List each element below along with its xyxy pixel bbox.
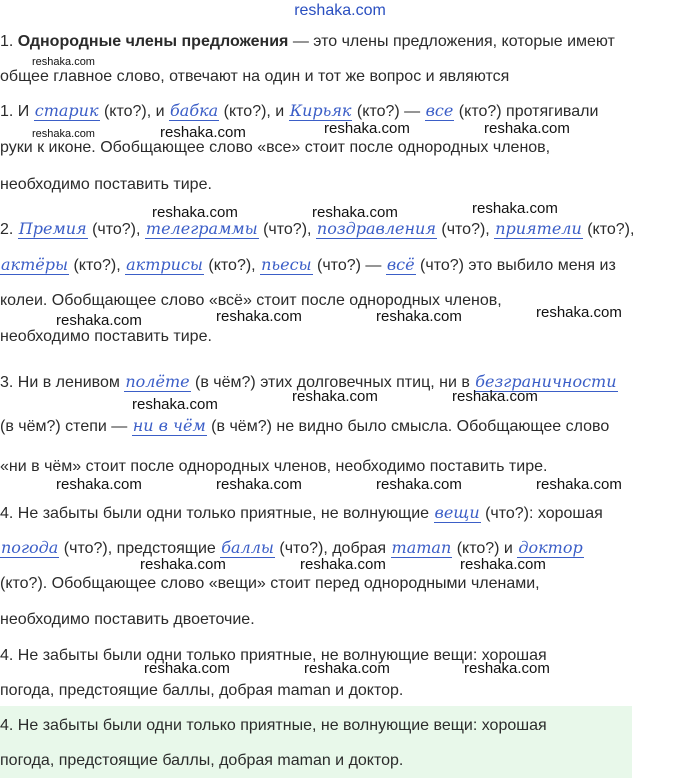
watermark: reshaka.com [460, 556, 546, 573]
watermark: reshaka.com [304, 660, 390, 677]
handwritten-word: приятели [495, 219, 582, 238]
watermark: reshaka.com [292, 388, 378, 405]
intro-line-2: общее главное слово, отвечают на один и тот же вопрос и являются [0, 68, 510, 85]
watermark: reshaka.com [484, 120, 570, 137]
watermark: reshaka.com [536, 304, 622, 321]
item1-line-3: необходимо поставить тире. [0, 176, 212, 193]
item2-line-2: актёры (кто?), актрисы (кто?), пьесы (что?) — всё (что?) это выбило меня из [1, 255, 616, 274]
intro-line-1: 1. Однородные члены предложения — это члены предложения, которые имеют [0, 33, 615, 50]
watermark: reshaka.com [472, 200, 558, 217]
answer2-line-1: 4. Не забыты были одни только приятные, не волнующие вещи: хорошая [0, 717, 547, 734]
handwritten-word: всё [386, 255, 415, 274]
site-header-link[interactable]: reshaka.com [294, 2, 386, 19]
handwritten-word: погода [1, 538, 59, 557]
handwritten-word: баллы [221, 538, 274, 557]
item4-line-2: погода (что?), предстоящие баллы (что?), добрая maman (кто?) и доктор [1, 538, 583, 557]
watermark: reshaka.com [324, 120, 410, 137]
answer2-line-2: погода, предстоящие баллы, добрая maman и доктор. [0, 752, 404, 769]
watermark: reshaka.com [132, 396, 218, 413]
item3-line-2: (в чём?) степи — ни в чём (в чём?) не видно было смысла. Обобщающее слово [0, 416, 610, 435]
watermark: reshaka.com [376, 308, 462, 325]
watermark: reshaka.com [312, 204, 398, 221]
handwritten-word: все [425, 101, 454, 120]
watermark: reshaka.com [216, 308, 302, 325]
item3-line-1: 3. Ни в ленивом полёте (в чём?) этих долговечных птиц, ни в безграничности [0, 372, 617, 391]
handwritten-word: maman [391, 538, 452, 557]
handwritten-word: пьесы [261, 255, 312, 274]
watermark: reshaka.com [144, 660, 230, 677]
watermark: reshaka.com [376, 476, 462, 493]
watermark: reshaka.com [464, 660, 550, 677]
watermark: reshaka.com [56, 476, 142, 493]
handwritten-word: бабка [170, 101, 219, 120]
handwritten-word: актрисы [126, 255, 203, 274]
handwritten-word: актёры [1, 255, 69, 274]
item1-line-2: руки к иконе. Обобщающее слово «все» стоит после однородных членов, [0, 139, 551, 156]
item4-line-3: (кто?). Обобщающее слово «вещи» стоит перед однородными членами, [0, 575, 540, 592]
item4-line-1: 4. Не забыты были одни только приятные, не волнующие вещи (что?): хорошая [0, 503, 603, 522]
watermark: reshaka.com [452, 388, 538, 405]
watermark: reshaka.com [160, 124, 246, 141]
handwritten-word: Премия [18, 219, 87, 238]
watermark: reshaka.com [32, 56, 95, 68]
watermark: reshaka.com [56, 312, 142, 329]
item2-line-4: необходимо поставить тире. [0, 328, 212, 345]
handwritten-word: вещи [434, 503, 480, 522]
item3-line-3: «ни в чём» стоит после однородных членов, необходимо поставить тире. [0, 458, 548, 475]
watermark: reshaka.com [216, 476, 302, 493]
item4-line-4: необходимо поставить двоеточие. [0, 611, 255, 628]
handwritten-word: безграничности [475, 372, 617, 391]
handwritten-word: Кирьяк [289, 101, 352, 120]
watermark: reshaka.com [32, 128, 95, 140]
item1-line-1: 1. И старик (кто?), и бабка (кто?), и Кирьяк (кто?) — все (кто?) протягивали [0, 101, 599, 120]
answer1-line-1: 4. Не забыты были одни только приятные, не волнующие вещи: хорошая [0, 647, 547, 664]
answer1-line-2: погода, предстоящие баллы, добрая maman и доктор. [0, 682, 404, 699]
handwritten-word: старик [34, 101, 99, 120]
item2-line-1: 2. Премия (что?), телеграммы (что?), поздравления (что?), приятели (кто?), [0, 219, 635, 238]
watermark: reshaka.com [152, 204, 238, 221]
handwritten-word: поздравления [316, 219, 436, 238]
item2-line-3: колеи. Обобщающее слово «всё» стоит после однородных членов, [0, 292, 502, 309]
watermark: reshaka.com [536, 476, 622, 493]
handwritten-word: полёте [125, 372, 190, 391]
handwritten-word: ни в чём [132, 416, 206, 435]
handwritten-word: доктор [518, 538, 583, 557]
watermark: reshaka.com [300, 556, 386, 573]
handwritten-word: телеграммы [145, 219, 258, 238]
watermark: reshaka.com [140, 556, 226, 573]
